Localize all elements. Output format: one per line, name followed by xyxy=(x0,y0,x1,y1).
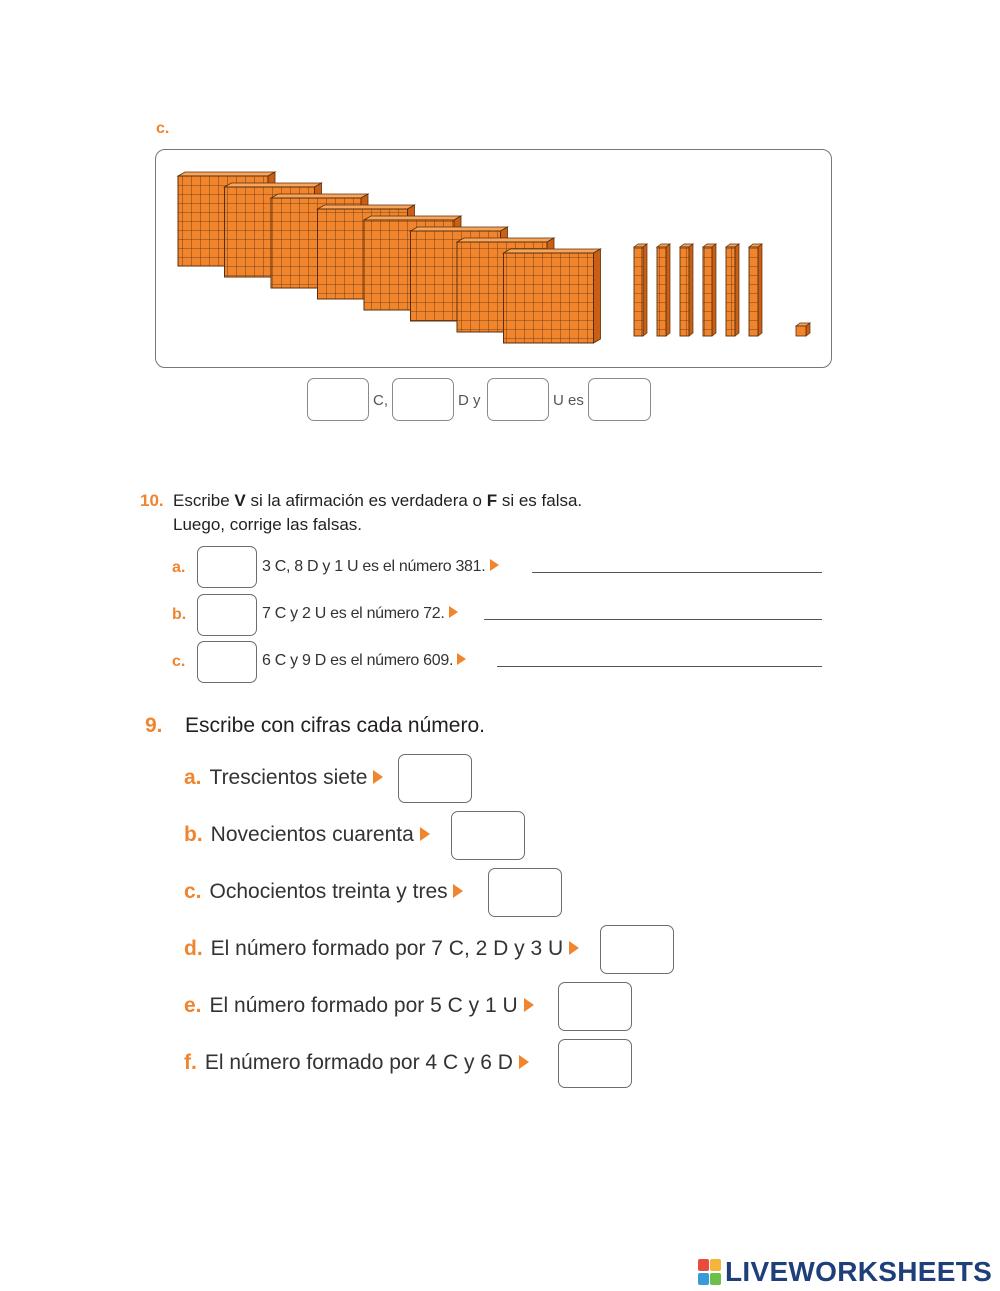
hundred-flat-block xyxy=(504,249,601,343)
blocks-exercise-letter: c. xyxy=(156,120,170,137)
q10-item-a: 3 C, 8 D y 1 U es el número 381. xyxy=(262,558,499,576)
q9-number: 9. xyxy=(145,714,163,737)
q10-item-c: 6 C y 9 D es el número 609. xyxy=(262,652,466,670)
q10-answer-box-a[interactable] xyxy=(197,546,257,588)
arrow-icon xyxy=(524,998,534,1012)
q10-correction-line-a[interactable] xyxy=(532,572,822,573)
q10-instruction: Escribe V si la afirmación es verdadera o F si es falsa. xyxy=(173,491,583,510)
q9-item-a: a. Trescientos siete xyxy=(184,766,383,790)
hundreds-answer-box[interactable] xyxy=(307,378,369,421)
q9-item-f: f. El número formado por 4 C y 6 D xyxy=(184,1051,529,1075)
q10-letter-b: b. xyxy=(172,606,187,623)
arrow-icon xyxy=(453,884,463,898)
q9-answer-box-e[interactable] xyxy=(558,982,632,1031)
number-answer-box[interactable] xyxy=(588,378,651,421)
tens-answer-box[interactable] xyxy=(392,378,454,421)
q9-answer-box-c[interactable] xyxy=(488,868,562,917)
q10-number: 10. xyxy=(140,491,164,510)
ten-rod-block xyxy=(703,244,716,336)
label-c: C, xyxy=(373,392,388,409)
logo-icon xyxy=(698,1258,722,1286)
arrow-icon xyxy=(519,1055,529,1069)
q9-answer-box-a[interactable] xyxy=(398,754,472,803)
arrow-icon xyxy=(420,827,430,841)
q10-item-b: 7 C y 2 U es el número 72. xyxy=(262,605,458,623)
ten-rod-block xyxy=(634,244,647,336)
q9-item-c: c. Ochocientos treinta y tres xyxy=(184,880,463,904)
q9-item-d: d. El número formado por 7 C, 2 D y 3 U xyxy=(184,937,579,961)
label-d: D y xyxy=(458,392,481,409)
q10-letter-c: c. xyxy=(172,653,186,670)
ten-rod-block xyxy=(657,244,670,336)
arrow-icon xyxy=(373,770,383,784)
logo-text: LIVEWORKSHEETS xyxy=(725,1256,993,1287)
unit-cube-block xyxy=(796,323,810,336)
q10-correction-line-b[interactable] xyxy=(484,619,822,620)
q10-correction-line-c[interactable] xyxy=(497,666,822,667)
q9-answer-box-d[interactable] xyxy=(600,925,674,974)
ten-rod-block xyxy=(680,244,693,336)
q10-answer-box-b[interactable] xyxy=(197,594,257,636)
q9-item-b: b. Novecientos cuarenta xyxy=(184,823,430,847)
arrow-icon xyxy=(449,606,458,618)
arrow-icon xyxy=(569,941,579,955)
ten-rod-block xyxy=(726,244,739,336)
label-u: U es xyxy=(553,392,584,409)
q10-instruction-line2: Luego, corrige las falsas. xyxy=(173,515,362,534)
arrow-icon xyxy=(490,559,499,571)
q9-title: Escribe con cifras cada número. xyxy=(185,714,485,737)
q10-answer-box-c[interactable] xyxy=(197,641,257,683)
ten-rod-block xyxy=(749,244,762,336)
q9-answer-box-f[interactable] xyxy=(558,1039,632,1088)
liveworksheets-logo xyxy=(698,1256,992,1288)
q10-letter-a: a. xyxy=(172,559,186,576)
q9-item-e: e. El número formado por 5 C y 1 U xyxy=(184,994,534,1018)
base-ten-blocks xyxy=(155,149,832,368)
arrow-icon xyxy=(457,653,466,665)
q9-answer-box-b[interactable] xyxy=(451,811,525,860)
units-answer-box[interactable] xyxy=(487,378,549,421)
